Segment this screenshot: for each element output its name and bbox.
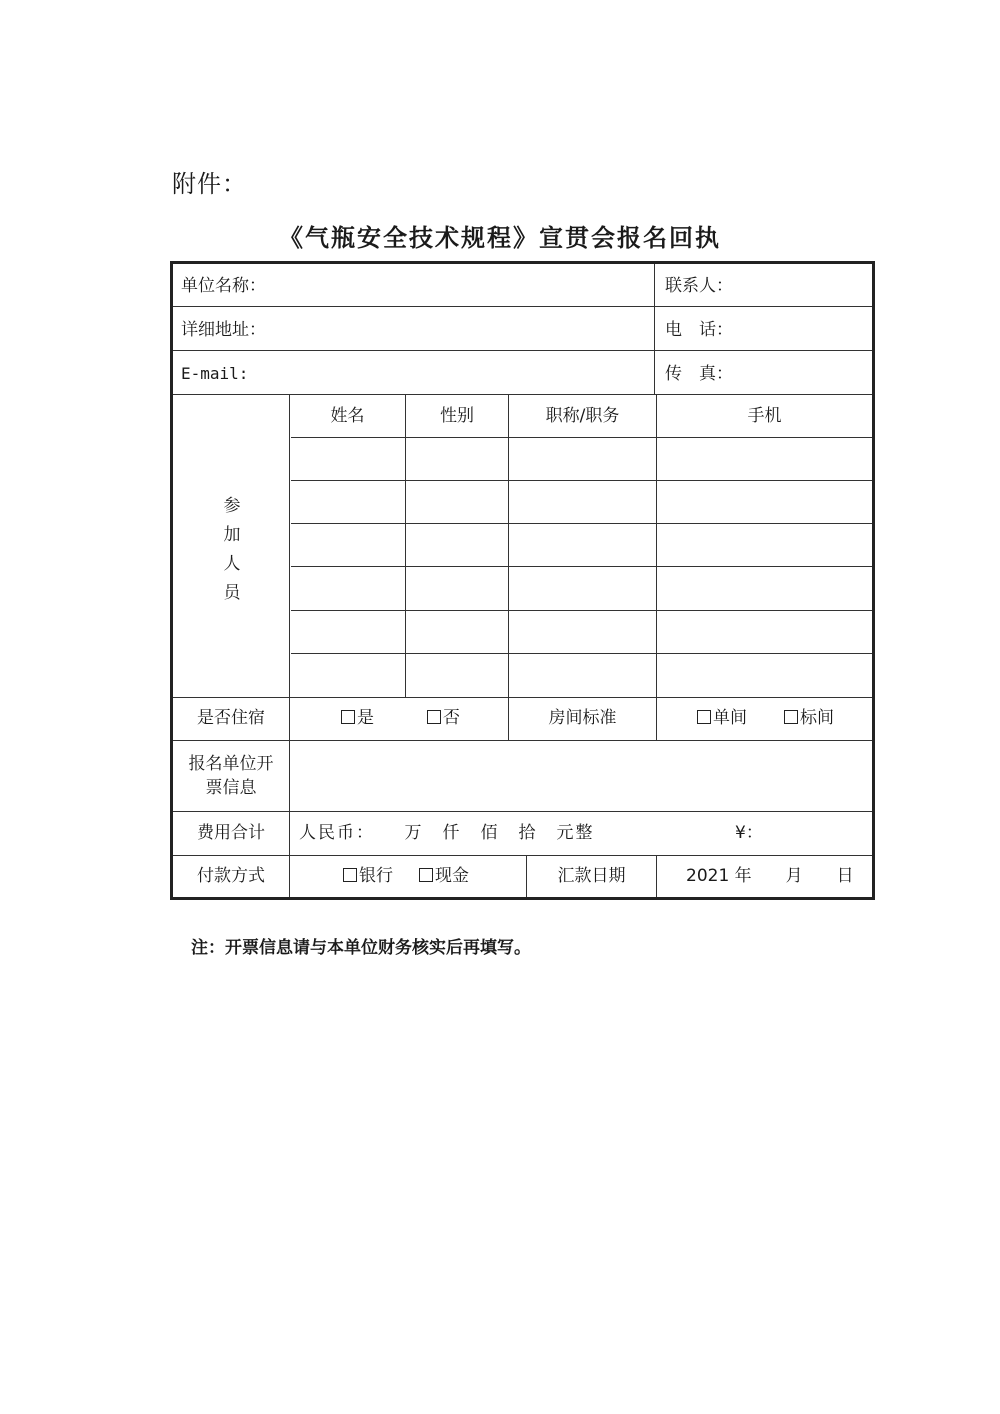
row-divider bbox=[291, 566, 872, 567]
row-divider bbox=[291, 653, 872, 654]
row-divider bbox=[173, 855, 872, 856]
row-divider bbox=[173, 394, 872, 395]
col-divider bbox=[508, 394, 509, 740]
row-divider bbox=[173, 306, 872, 307]
row-divider bbox=[291, 523, 872, 524]
room-single-label: 单间 bbox=[713, 708, 747, 728]
fax-label: 传 真： bbox=[665, 364, 733, 384]
lodging-no-option[interactable] bbox=[427, 708, 460, 728]
payment-cash-option[interactable] bbox=[419, 866, 469, 886]
col-divider bbox=[656, 855, 657, 897]
checkbox-icon[interactable] bbox=[427, 710, 441, 724]
page-title: 《气瓶安全技术规程》宣贯会报名回执 bbox=[279, 223, 721, 252]
room-standard-option[interactable] bbox=[784, 708, 834, 728]
checkbox-icon[interactable] bbox=[419, 868, 433, 882]
lodging-no-label: 否 bbox=[443, 708, 460, 728]
fee-total-label: 费用合计 bbox=[197, 823, 265, 843]
payment-bank-option[interactable] bbox=[343, 866, 393, 886]
checkbox-icon[interactable] bbox=[697, 710, 711, 724]
row-divider bbox=[173, 740, 872, 741]
participants-label-char: 加 bbox=[223, 525, 241, 545]
row-divider bbox=[291, 437, 872, 438]
column-header-mobile: 手机 bbox=[747, 406, 782, 426]
room-standard-label: 房间标准 bbox=[548, 708, 617, 728]
participants-label-char: 参 bbox=[223, 496, 241, 516]
row-divider bbox=[173, 350, 872, 351]
remit-date-value: 2021 年 月 日 bbox=[686, 866, 854, 886]
payment-cash-label: 现金 bbox=[435, 866, 469, 886]
attachment-label: 附件： bbox=[172, 170, 247, 198]
col-divider bbox=[656, 394, 657, 740]
footer-note: 注：开票信息请与本单位财务核实后再填写。 bbox=[191, 938, 531, 958]
fee-amount-text: 人民币： 万 仟 佰 拾 元整 bbox=[299, 823, 595, 843]
address-label: 详细地址： bbox=[181, 320, 266, 340]
checkbox-icon[interactable] bbox=[341, 710, 355, 724]
phone-label: 电 话： bbox=[665, 320, 733, 340]
column-header-title: 职称/职务 bbox=[545, 406, 620, 426]
col-divider bbox=[289, 394, 290, 897]
row-divider bbox=[173, 811, 872, 812]
unit-name-label: 单位名称： bbox=[181, 276, 266, 296]
checkbox-icon[interactable] bbox=[784, 710, 798, 724]
lodging-yes-option[interactable] bbox=[341, 708, 374, 728]
room-standard-option-label: 标间 bbox=[800, 708, 834, 728]
participants-label-char: 人 bbox=[223, 554, 241, 574]
remit-date-label: 汇款日期 bbox=[557, 866, 626, 886]
col-divider bbox=[654, 264, 655, 394]
contact-label: 联系人： bbox=[665, 276, 733, 296]
column-header-name: 姓名 bbox=[330, 406, 365, 426]
lodging-yes-label: 是 bbox=[357, 708, 374, 728]
payment-method-label: 付款方式 bbox=[197, 866, 265, 886]
column-header-gender: 性别 bbox=[440, 406, 474, 426]
room-single-option[interactable] bbox=[697, 708, 747, 728]
lodging-label: 是否住宿 bbox=[197, 708, 265, 728]
checkbox-icon[interactable] bbox=[343, 868, 357, 882]
email-label: E-mail: bbox=[181, 364, 249, 383]
registration-form bbox=[170, 261, 875, 900]
row-divider bbox=[173, 697, 872, 698]
payment-bank-label: 银行 bbox=[359, 866, 393, 886]
participants-label-char: 员 bbox=[223, 583, 241, 603]
fee-yen-label: ¥： bbox=[735, 823, 763, 843]
invoice-info-label: 报名单位开票信息 bbox=[188, 754, 274, 798]
participants-label bbox=[173, 492, 291, 608]
col-divider bbox=[405, 394, 406, 697]
row-divider bbox=[291, 480, 872, 481]
row-divider bbox=[291, 610, 872, 611]
